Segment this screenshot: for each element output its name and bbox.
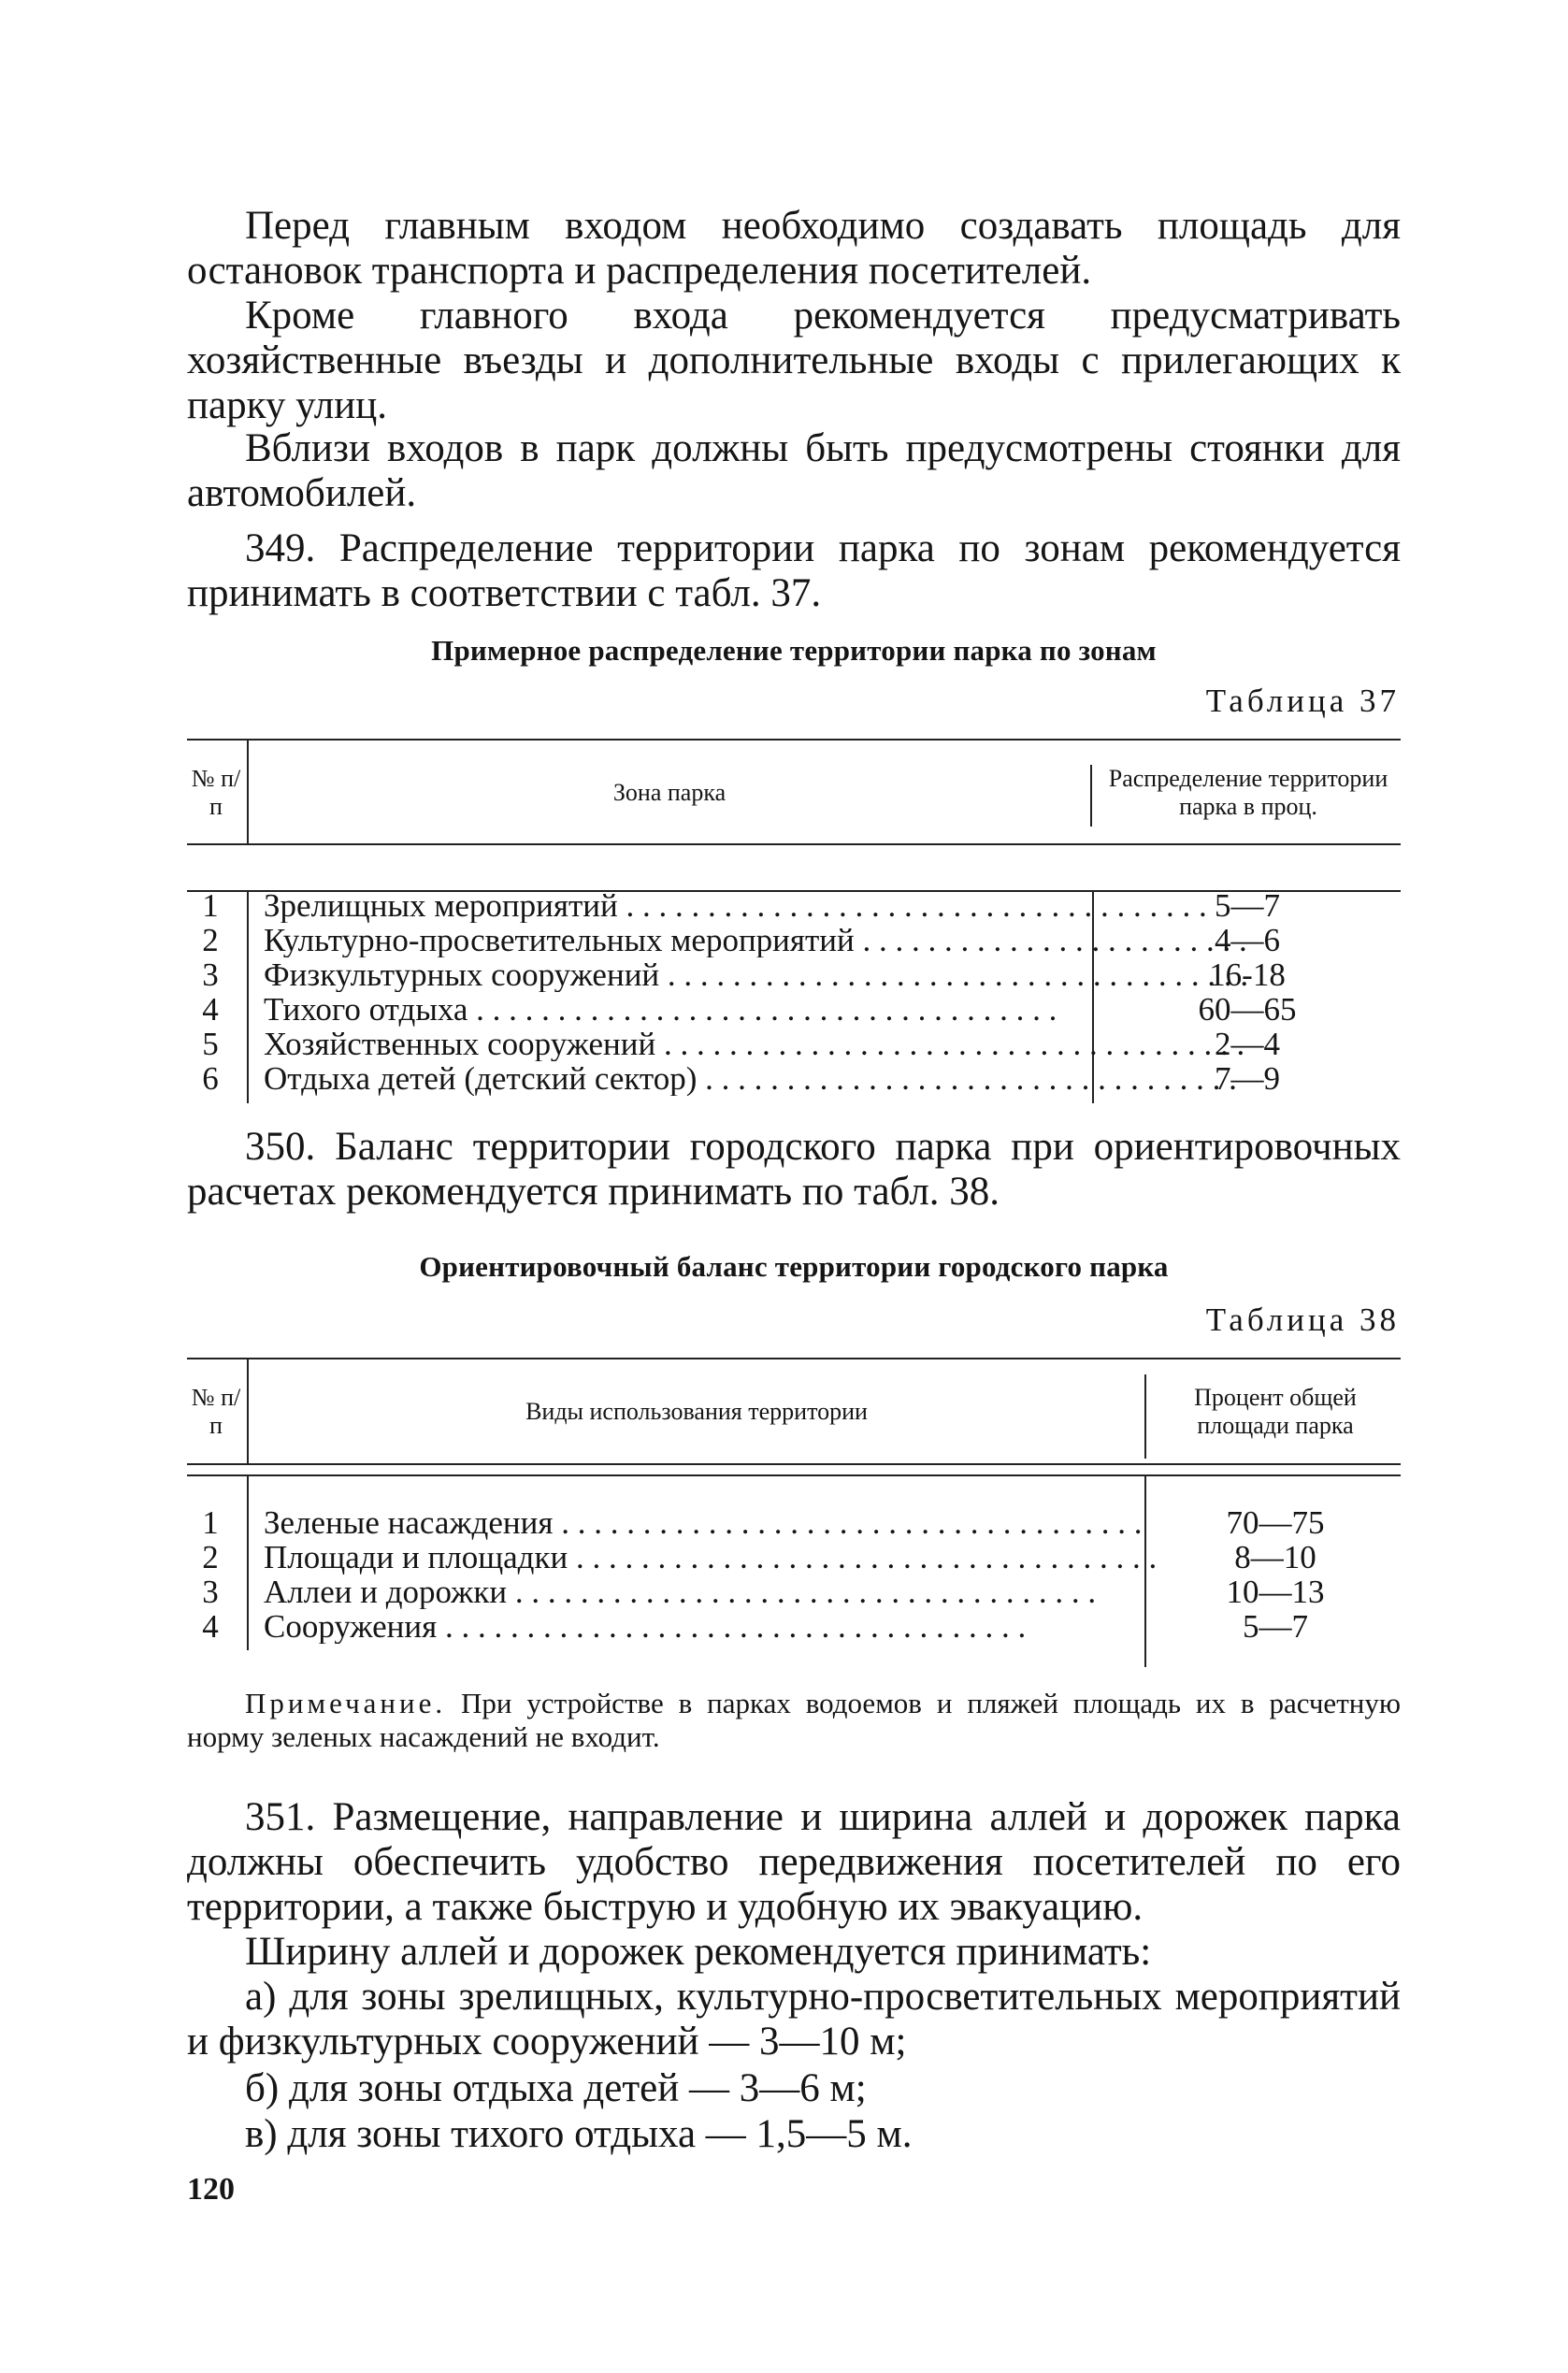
paragraph-351: 351. Размещение, направление и ширина аллей и дорожек парка должны обеспечить удобство передвижения посетителей по его территории, а также быструю и удобную их эвакуацию.: [187, 1795, 1401, 1929]
table38-row: 1 Зеленые насаждения . . . 70—75: [187, 1505, 1401, 1540]
table38-row: 3 Аллеи и дорожки . . . 10—13: [187, 1575, 1401, 1609]
table38-row: 4 Сооружения . . . 5—7: [187, 1609, 1401, 1644]
table38-body-rule: [187, 1474, 1401, 1476]
table37-header-zone: Зона парка: [612, 779, 726, 806]
table37-row: 2 Культурно-просветительных мероприятий . . . 4—6: [187, 923, 1401, 957]
note-title: Примечание.: [245, 1687, 447, 1719]
paragraph-350: 350. Баланс территории городского парка при ориентировочных расчетах рекомендуется принимать по табл. 38.: [187, 1125, 1401, 1214]
list-item-a: а) для зоны зрелищных, культурно-просветительных мероприятий и физкультурных сооружений — 3—10 м;: [187, 1975, 1401, 2064]
table38-header-percent: Процент общей площади парка: [1194, 1384, 1357, 1439]
list-item-c: в) для зоны тихого отдыха — 1,5—5 м.: [245, 2112, 913, 2156]
table38-header-use: Виды использования территории: [525, 1398, 868, 1425]
table38-row: 2 Площади и площадки . . . 8—10: [187, 1540, 1401, 1575]
table37-label: Таблица 37: [1205, 683, 1400, 719]
note-text: При устройстве в парках водоемов и пляжей площадь их в расчетную норму зеленых насаждений не входит.: [187, 1687, 1401, 1753]
table38-title: Ориентировочный баланс территории городского парка: [419, 1250, 1169, 1283]
table38-col-divider-1: [247, 1358, 249, 1463]
table38-header-num: № п/п: [191, 1384, 241, 1439]
paragraph-entrance-square: Перед главным входом необходимо создавать площадь для остановок транспорта и распределения посетителей.: [187, 204, 1401, 293]
paragraph-width-intro: Ширину аллей и дорожек рекомендуется принимать:: [245, 1930, 1152, 1974]
table38-col-divider-2: [1144, 1374, 1146, 1459]
table37-header-percent: Распределение территории парка в проц.: [1108, 765, 1388, 820]
table38-note: [187, 1687, 1401, 1754]
table37-row: 4 Тихого отдыха . . . 60—65: [187, 992, 1401, 1027]
paragraph-parking: Вблизи входов в парк должны быть предусмотрены стоянки для автомобилей.: [187, 426, 1401, 515]
paragraph-349: 349. Распределение территории парка по зонам рекомендуется принимать в соответствии с табл. 37.: [187, 526, 1401, 615]
table37-row: 5 Хозяйственных сооружений . . . 2—4: [187, 1027, 1401, 1061]
table37-top-rule: [187, 739, 1401, 741]
table37-row: 3 Физкультурных сооружений . . . 16-18: [187, 957, 1401, 992]
table38-label: Таблица 38: [1205, 1302, 1400, 1338]
table37-header-rule: [187, 843, 1401, 845]
table38-top-rule: [187, 1358, 1401, 1359]
table38-header-rule: [187, 1463, 1401, 1465]
list-item-b: б) для зоны отдыха детей — 3—6 м;: [245, 2066, 867, 2110]
table37-row: 6 Отдыха детей (детский сектор) . . . 7—9: [187, 1061, 1401, 1096]
page-number: 120: [187, 2172, 235, 2207]
table37-row: 1 Зрелищных мероприятий . . . 5—7: [187, 888, 1401, 923]
table37-col-divider-2: [1090, 765, 1092, 827]
table37-col-divider-1: [247, 739, 249, 843]
paragraph-additional-entrances: Кроме главного входа рекомендуется предусматривать хозяйственные въезды и дополнительные входы с прилегающих к парку улиц.: [187, 294, 1401, 427]
table37-header-num: № п/п: [191, 765, 241, 820]
table37-title: Примерное распределение территории парка по зонам: [431, 634, 1157, 667]
